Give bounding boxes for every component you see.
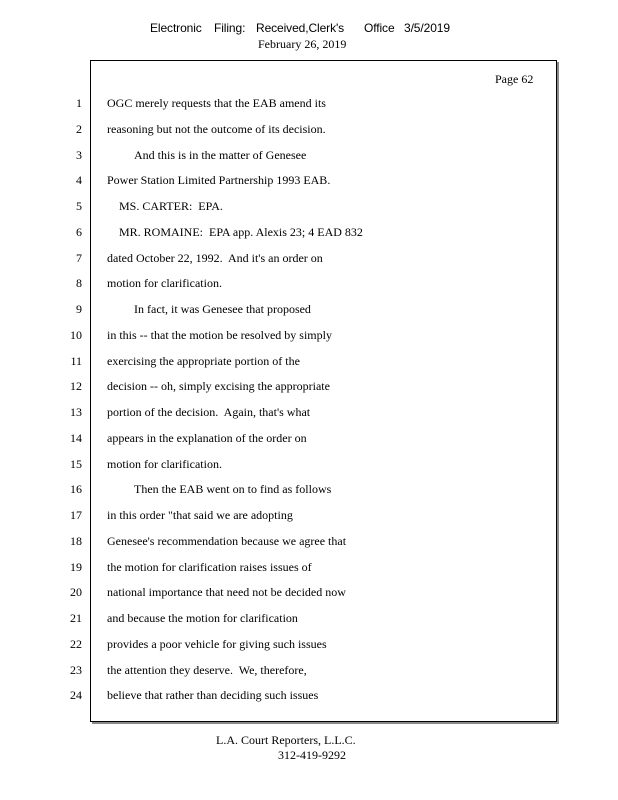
filing-stamp-line [150, 21, 450, 35]
line-number: 8 [76, 276, 82, 291]
transcript-line: dated October 22, 1992. And it's an order on [107, 250, 323, 265]
line-number-column [56, 94, 82, 712]
filing-word-filing: Filing: [214, 21, 246, 35]
line-number: 2 [76, 121, 82, 136]
transcript-line: exercising the appropriate portion of the [107, 353, 300, 368]
filing-word-electronic: Electronic [150, 21, 202, 35]
line-number: 20 [70, 585, 82, 600]
line-number: 3 [76, 147, 82, 162]
transcript-line: OGC merely requests that the EAB amend its [107, 96, 326, 110]
court-reporter-name: L.A. Court Reporters, L.L.C. [216, 733, 356, 747]
filing-stamp-header [0, 21, 618, 55]
transcript-line: portion of the decision. Again, that's what [107, 405, 311, 419]
transcript-line: motion for clarification. [107, 276, 222, 291]
filing-office: Office [364, 21, 395, 35]
hearing-date: February 26, 2019 [258, 37, 347, 51]
line-number: 22 [70, 636, 82, 651]
transcript-line: decision -- oh, simply excising the appropriate [107, 379, 330, 394]
page-number: Page 62 [495, 72, 534, 86]
filing-date: 3/5/2019 [404, 21, 450, 35]
line-number: 19 [70, 559, 82, 574]
transcript-line: in this order "that said we are adopting [107, 508, 293, 522]
transcript-line: And this is in the matter of Genesee [134, 147, 307, 162]
transcript-line: motion for clarification. [107, 456, 222, 471]
transcript-text [107, 94, 547, 712]
transcript-line: in this -- that the motion be resolved by simply [107, 327, 332, 342]
transcript-line: MS. CARTER: EPA. [119, 199, 223, 213]
transcript-line: the attention they deserve. We, therefore, [107, 662, 307, 677]
line-number: 12 [70, 379, 82, 394]
transcript-line: In fact, it was Genesee that proposed [134, 302, 311, 316]
transcript-line: believe that rather than deciding such issues [107, 688, 319, 703]
transcript-line: national importance that need not be decided now [107, 585, 346, 600]
line-number: 16 [70, 482, 82, 497]
transcript-line: the motion for clarification raises issues of [107, 559, 312, 574]
court-reporter-phone: 312-419-9292 [278, 748, 346, 762]
filing-received-clerks: Received,Clerk's [256, 21, 345, 35]
transcript-line: Then the EAB went on to find as follows [134, 482, 332, 497]
transcript-line: MR. ROMAINE: EPA app. Alexis 23; 4 EAD 832 [119, 224, 363, 239]
line-number: 17 [70, 508, 82, 522]
line-number: 13 [70, 405, 82, 419]
line-number: 18 [70, 533, 82, 548]
transcript-line: Power Station Limited Partnership 1993 EAB. [107, 173, 331, 188]
line-number: 21 [70, 611, 82, 625]
line-number: 6 [76, 224, 82, 239]
transcript-line: reasoning but not the outcome of its decision. [107, 121, 326, 136]
line-number: 4 [76, 173, 82, 188]
transcript-line: and because the motion for clarification [107, 611, 298, 625]
line-number: 1 [76, 96, 82, 110]
line-number: 11 [70, 353, 82, 368]
transcript-line: appears in the explanation of the order on [107, 430, 307, 445]
line-number: 10 [70, 327, 82, 342]
transcript-line: provides a poor vehicle for giving such issues [107, 636, 327, 651]
transcript-line: Genesee's recommendation because we agree that [107, 533, 347, 548]
line-number: 24 [70, 688, 82, 703]
line-number: 9 [76, 302, 82, 316]
line-number: 5 [76, 199, 82, 213]
line-number: 23 [70, 662, 82, 677]
line-number: 15 [70, 456, 82, 471]
line-number: 14 [70, 430, 82, 445]
line-number: 7 [76, 250, 82, 265]
